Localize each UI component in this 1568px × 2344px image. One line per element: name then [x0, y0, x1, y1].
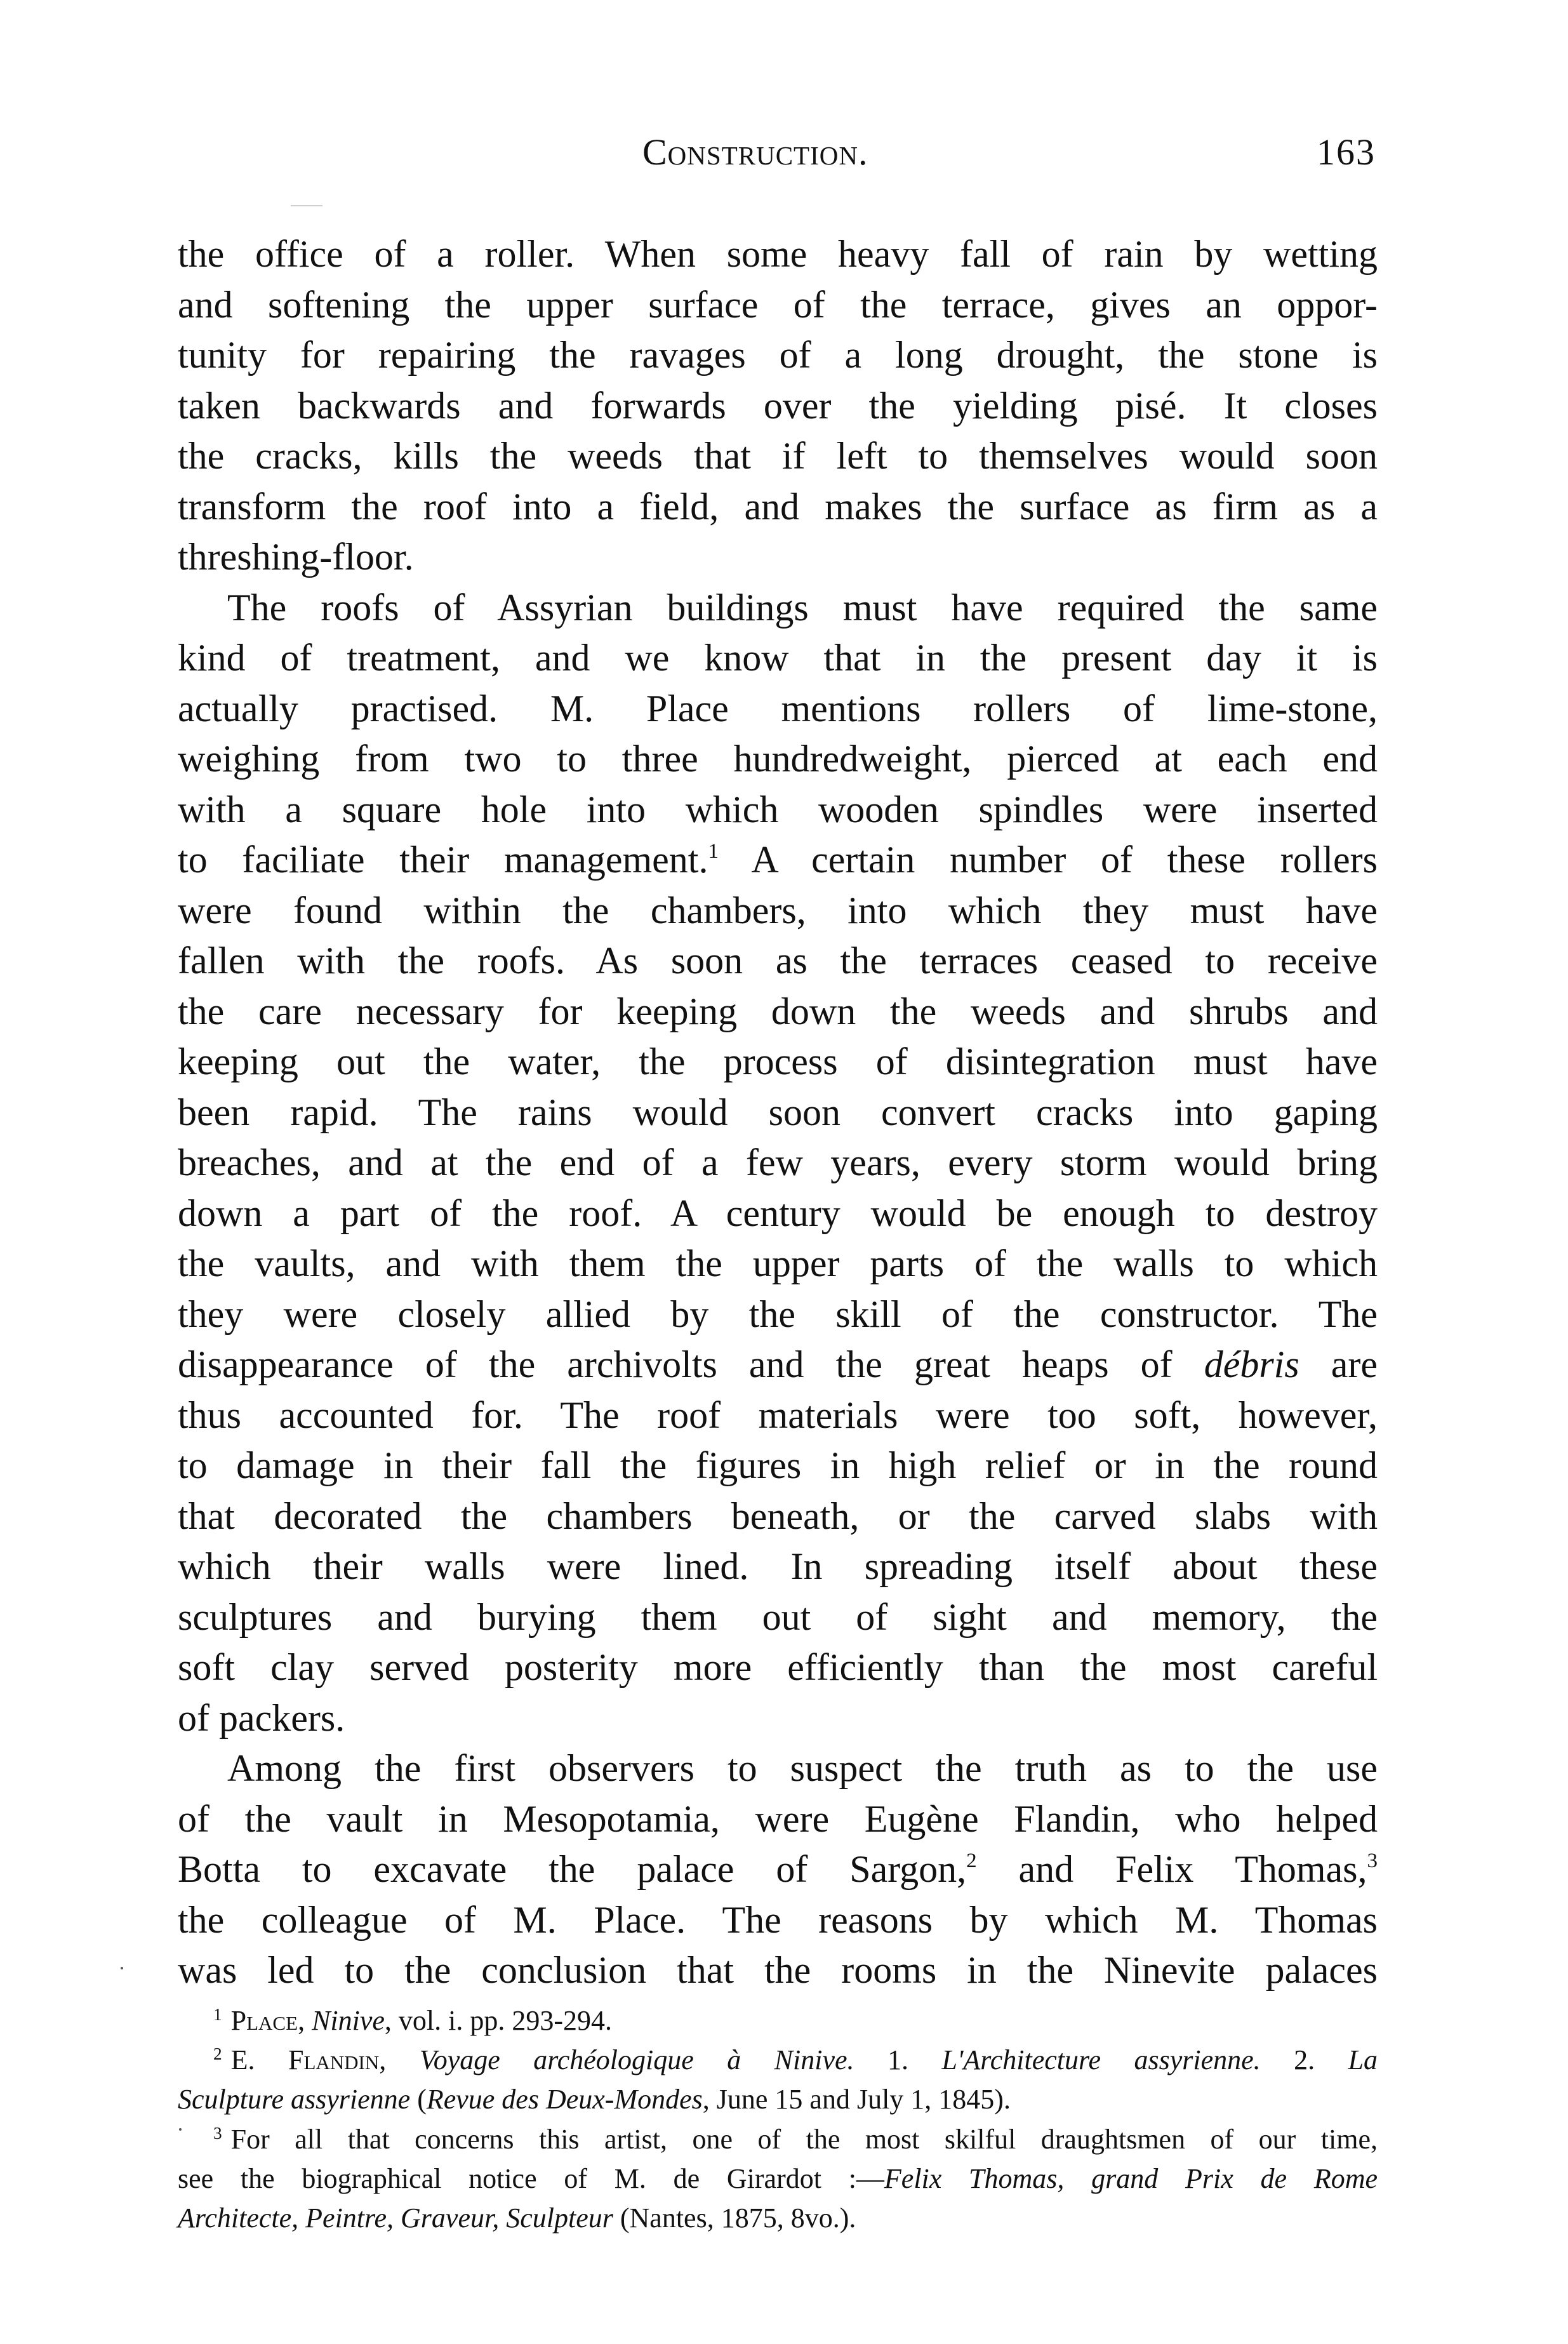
text-run: , — [379, 2044, 420, 2076]
body-line — [178, 935, 1378, 986]
body-line — [178, 1238, 1378, 1289]
text-run: they were closely allied by the skill of the constructor. The — [178, 1293, 1378, 1335]
text-run: the colleague of M. Place. The reasons by which M. Thomas — [178, 1898, 1378, 1941]
body-line — [178, 1945, 1378, 1995]
footnote-line — [178, 2041, 1378, 2080]
footnote-number: 2 — [213, 2044, 222, 2064]
text-run: sculptures and burying them out of sight and memory, the — [178, 1595, 1378, 1638]
body-line — [178, 481, 1378, 532]
body-line — [178, 279, 1378, 330]
text-run: and softening the upper surface of the terrace, gives an oppor- — [178, 283, 1378, 326]
body-line — [178, 784, 1378, 835]
text-run: see the biographical notice of M. de Girardot :— — [178, 2162, 884, 2194]
running-head-title: Construction. — [642, 131, 868, 173]
body-line — [178, 885, 1378, 936]
text-run: which their walls were lined. In spreading itself about these — [178, 1545, 1378, 1587]
text-run: actually practised. M. Place mentions rollers of lime-stone, — [178, 687, 1378, 729]
small-caps-text: Place — [230, 2005, 298, 2036]
small-caps-text: E. Flandin — [230, 2044, 380, 2076]
text-run: was led to the conclusion that the rooms in the Ninevite palaces — [178, 1949, 1378, 1991]
footnote-number: 3 — [213, 2123, 222, 2143]
text-run: 2. — [1260, 2044, 1348, 2076]
body-line — [178, 1339, 1378, 1390]
body-line — [178, 1844, 1378, 1895]
text-run: and Felix Thomas, — [976, 1848, 1367, 1890]
italic-text: Ninive — [312, 2005, 385, 2036]
body-line — [178, 1693, 1378, 1743]
italic-text: Felix Thomas, grand Prix de Rome — [884, 2162, 1378, 2194]
text-run: taken backwards and forwards over the yielding pisé. It closes — [178, 384, 1378, 427]
body-line — [178, 1390, 1378, 1441]
body-line — [178, 1491, 1378, 1542]
body-line — [178, 1289, 1378, 1340]
text-run: are — [1299, 1343, 1378, 1385]
text-run: that decorated the chambers beneath, or the carved slabs with — [178, 1495, 1378, 1537]
text-run: the care necessary for keeping down the weeds and shrubs and — [178, 990, 1378, 1032]
footnote-line — [178, 2199, 1378, 2238]
body-line — [178, 683, 1378, 734]
body-line — [178, 229, 1378, 279]
footnote-line — [178, 2080, 1378, 2119]
text-run: the office of a roller. When some heavy fall of rain by wetting — [178, 233, 1378, 275]
text-run: The roofs of Assyrian buildings must have required the same — [227, 586, 1378, 629]
text-run: tunity for repairing the ravages of a long drought, the stone is — [178, 334, 1378, 376]
text-run: , June 15 and July 1, 1845). — [702, 2084, 1011, 2115]
scan-artifact — [291, 205, 322, 206]
text-run: to damage in their fall the figures in high relief or in the round — [178, 1444, 1378, 1486]
text-run: thus accounted for. The roof materials were too soft, however, — [178, 1394, 1378, 1436]
italic-text: L'Architecture assyrienne. — [941, 2044, 1261, 2076]
text-run: Among the first observers to suspect the truth as to the use — [227, 1747, 1378, 1789]
text-run: transform the roof into a field, and makes the surface as firm as a — [178, 485, 1378, 528]
body-line — [178, 330, 1378, 380]
text-run: with a square hole into which wooden spindles were inserted — [178, 788, 1378, 830]
footnote-reference: 2 — [966, 1849, 977, 1872]
body-line — [178, 1592, 1378, 1642]
text-run: the cracks, kills the weeds that if left to themselves would soon — [178, 435, 1378, 477]
text-run: the vaults, and with them the upper parts of the walls to which — [178, 1242, 1378, 1284]
italic-text: Architecte, Peintre, Graveur, Sculpteur — [178, 2202, 613, 2234]
margin-mark — [121, 1967, 123, 1969]
body-line — [178, 1036, 1378, 1087]
body-line — [178, 733, 1378, 784]
italic-text: Voyage archéologique à Ninive. — [419, 2044, 854, 2076]
text-run: threshing-floor. — [178, 536, 414, 578]
italic-text: La — [1348, 2044, 1378, 2076]
text-run: ( — [410, 2084, 427, 2115]
body-line — [178, 380, 1378, 431]
body-line — [178, 632, 1378, 683]
body-line — [178, 1087, 1378, 1138]
body-line — [178, 531, 1378, 582]
text-run: down a part of the roof. A century would be enough to destroy — [178, 1192, 1378, 1234]
text-run: of packers. — [178, 1696, 345, 1739]
body-line — [178, 986, 1378, 1037]
text-run: fallen with the roofs. As soon as the terraces ceased to receive — [178, 940, 1378, 982]
page-number: 163 — [1317, 131, 1376, 173]
text-run: (Nantes, 1875, 8vo.). — [613, 2202, 856, 2234]
body-line — [178, 1642, 1378, 1693]
body-line — [178, 582, 1378, 633]
body-line — [178, 1743, 1378, 1794]
footnote-line — [178, 2001, 1378, 2041]
body-line — [178, 1895, 1378, 1945]
footnote-line — [178, 2159, 1378, 2199]
footnote-line — [178, 2120, 1378, 2159]
text-run: keeping out the water, the process of disintegration must have — [178, 1041, 1378, 1082]
italic-text: débris — [1204, 1343, 1299, 1385]
body-line — [178, 1137, 1378, 1188]
text-run: 1. — [854, 2044, 942, 2076]
text-run: disappearance of the archivolts and the great heaps of — [178, 1343, 1204, 1385]
italic-text: Revue des Deux-Mondes — [426, 2084, 703, 2115]
body-line — [178, 1794, 1378, 1844]
text-run: , — [298, 2005, 312, 2036]
body-line — [178, 1440, 1378, 1491]
text-run: to faciliate their management. — [178, 839, 708, 881]
text-run: , vol. i. pp. 293-294. — [384, 2005, 613, 2036]
text-run: were found within the chambers, into which they must have — [178, 889, 1378, 931]
body-line — [178, 1541, 1378, 1592]
text-run: A certain number of these rollers — [718, 839, 1378, 881]
text-run: For all that concerns this artist, one of the most skilful draughtsmen of our time, — [230, 2123, 1378, 2155]
text-run: of the vault in Mesopotamia, were Eugène Flandin, who helped — [178, 1797, 1378, 1840]
text-run: soft clay served posterity more efficiently than the most careful — [178, 1646, 1378, 1688]
text-run: Botta to excavate the palace of Sargon, — [178, 1848, 967, 1890]
text-run: been rapid. The rains would soon convert cracks into gaping — [178, 1091, 1378, 1133]
text-run: weighing from two to three hundredweight, pierced at each end — [178, 738, 1378, 780]
body-line — [178, 430, 1378, 481]
footnote-reference: 3 — [1367, 1849, 1378, 1872]
text-run: kind of treatment, and we know that in the present day it is — [178, 637, 1378, 679]
body-line — [178, 834, 1378, 885]
italic-text: Sculpture assyrienne — [178, 2084, 411, 2115]
body-line — [178, 1188, 1378, 1239]
footnote-number: 1 — [213, 2005, 222, 2024]
text-run: breaches, and at the end of a few years, every storm would bring — [178, 1142, 1378, 1183]
footnote-reference: 1 — [708, 839, 719, 863]
